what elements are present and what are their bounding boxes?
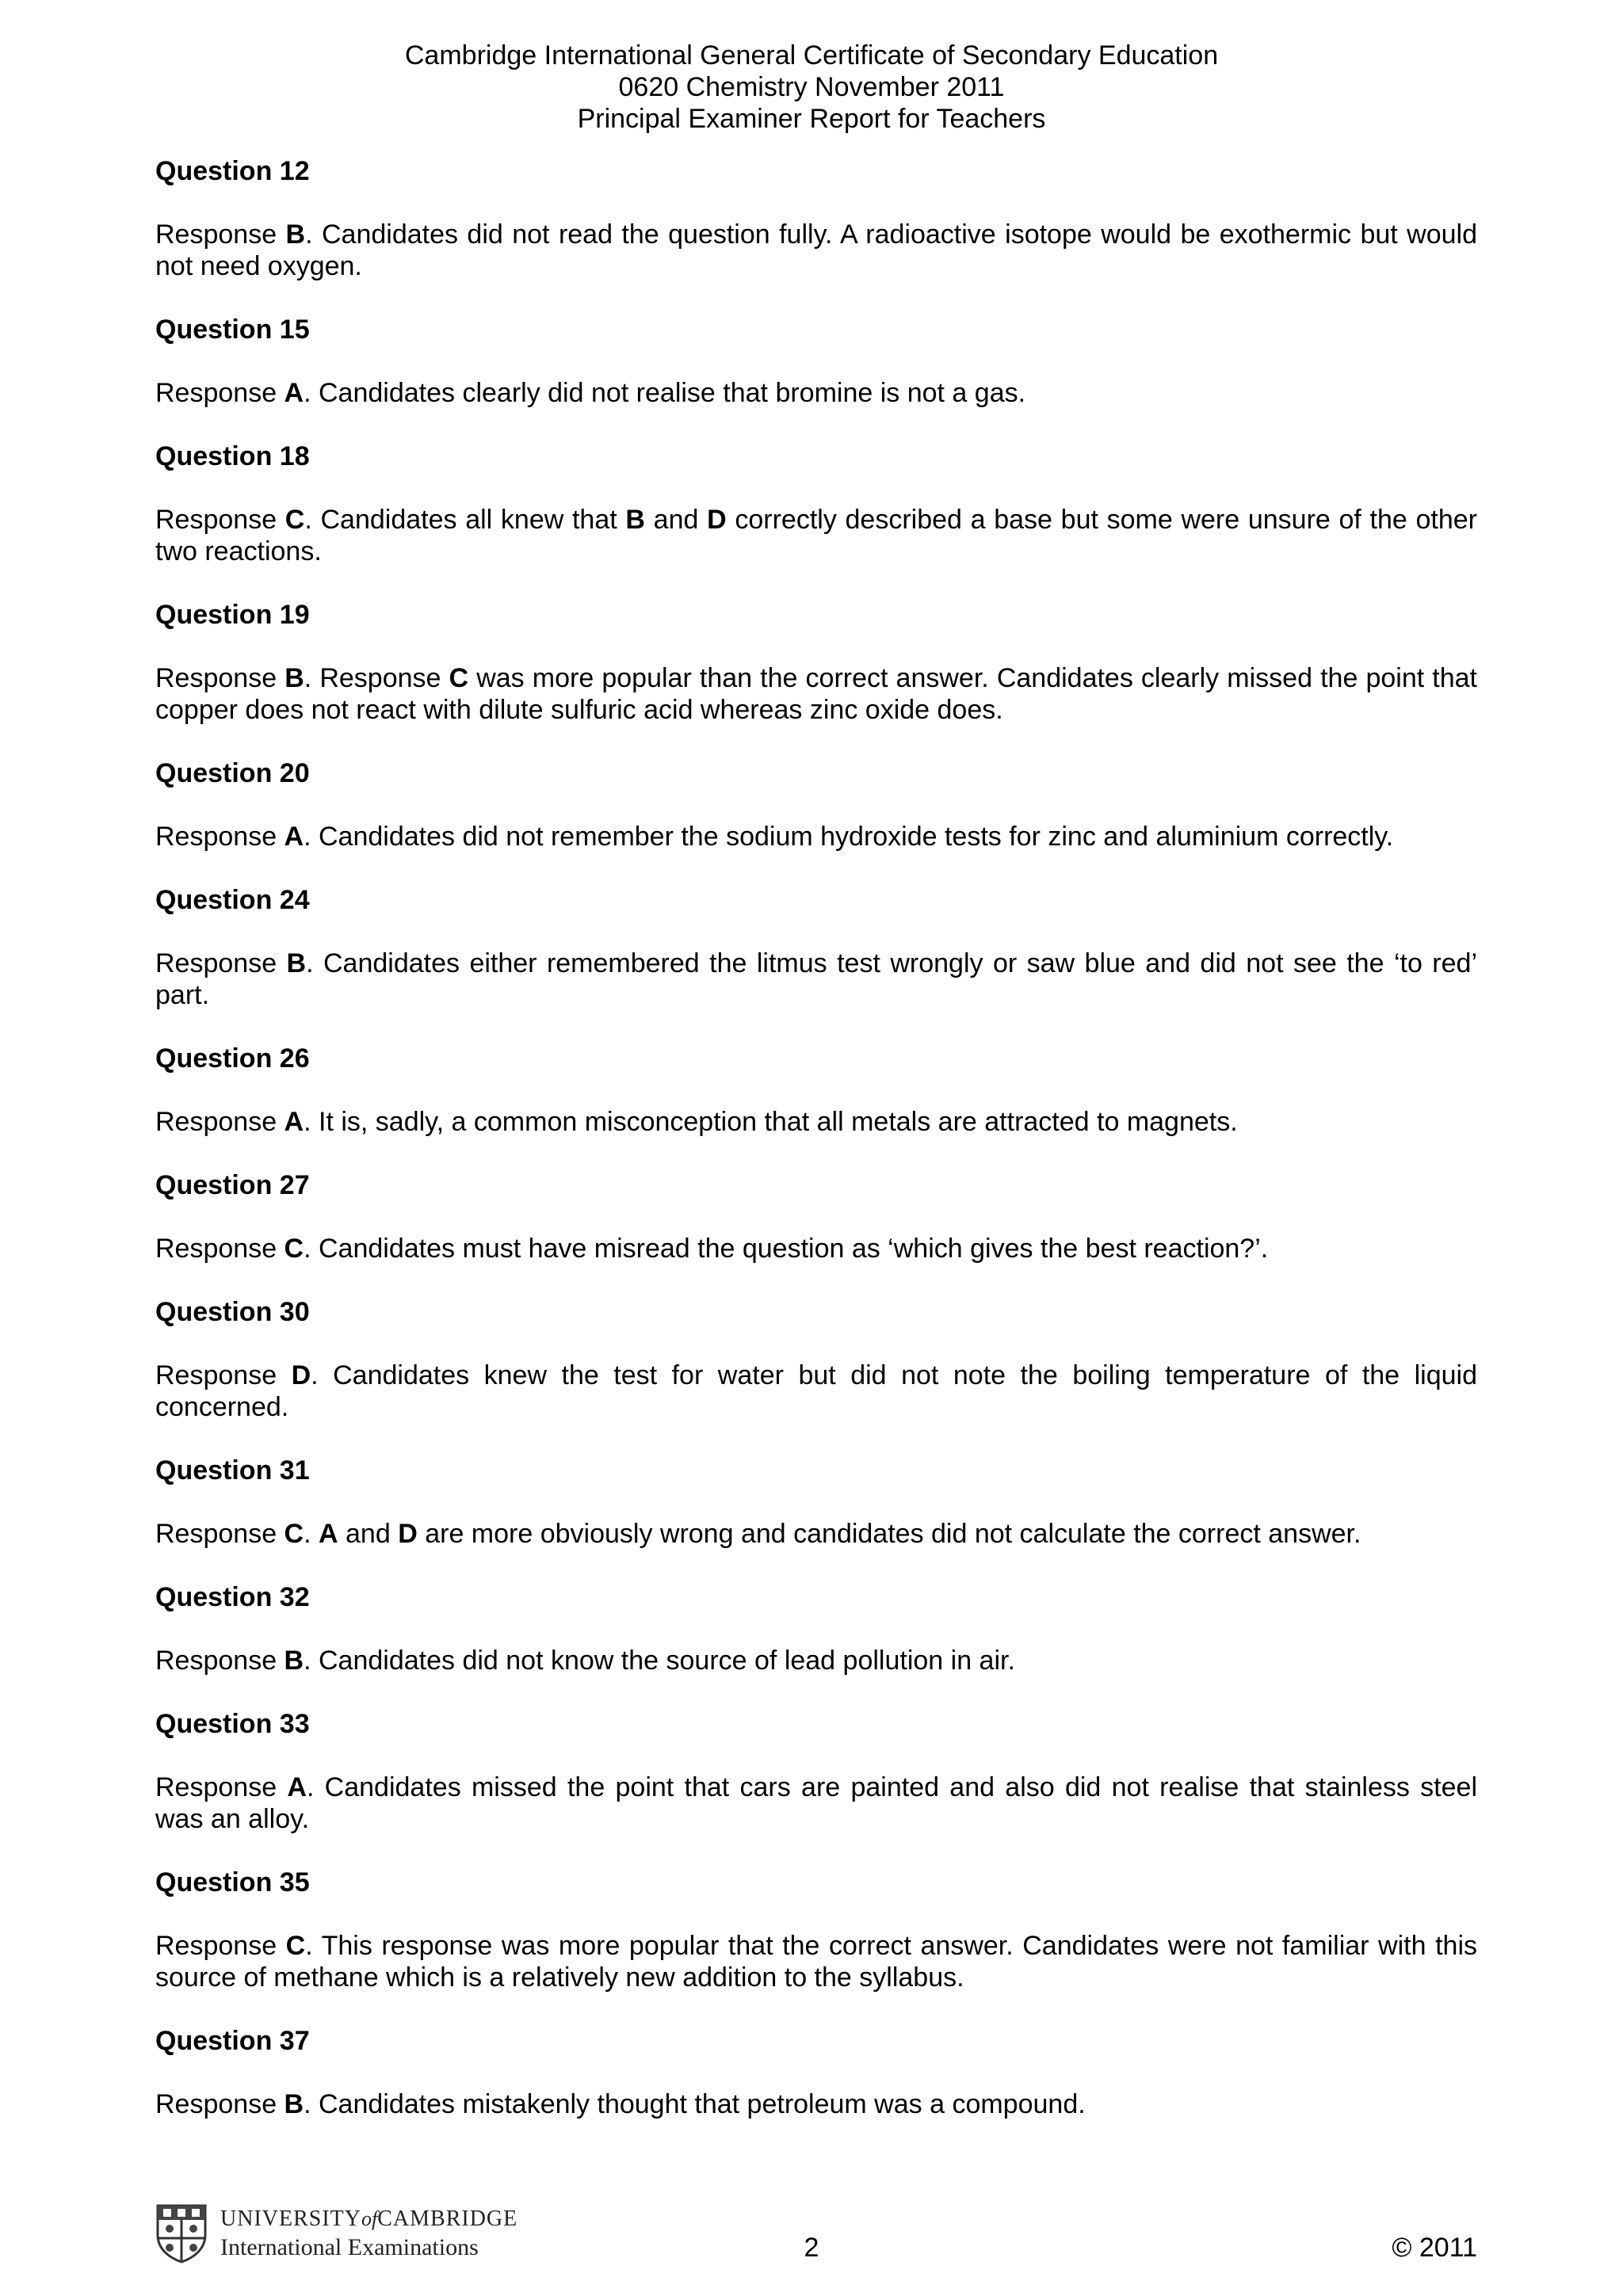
response-text: Response: [155, 1234, 285, 1264]
header-line-2: 0620 Chemistry November 2011: [618, 72, 1005, 102]
response-text: was more popular than the correct answer. Candidates clearly missed the point that copper does not react with dilute sulfuric acid whereas zinc oxide does.: [155, 663, 1478, 725]
response-letter: C: [285, 505, 305, 535]
response-text: . Candidates knew the test for water but did not note the boiling temperature of the liquid concerned.: [155, 1360, 1477, 1422]
question-heading: Question 27: [155, 1170, 310, 1200]
question-response: [155, 1930, 1477, 1993]
response-text: Response: [155, 1107, 285, 1137]
response-letter: B: [284, 1646, 304, 1676]
response-letter: B: [625, 505, 645, 535]
response-letter: D: [398, 1519, 418, 1549]
response-text: . Candidates did not know the source of lead pollution in air.: [304, 1646, 1015, 1676]
response-text: . Candidates all knew that: [304, 505, 626, 535]
question-response: [155, 377, 1477, 409]
response-letter: A: [284, 822, 304, 852]
response-text: . Candidates clearly did not realise that bromine is not a gas.: [304, 378, 1026, 408]
response-letter: B: [286, 948, 307, 978]
question-heading: Question 12: [155, 156, 310, 186]
question-response: [155, 504, 1477, 567]
response-letter: C: [284, 1234, 304, 1264]
question-heading: Question 35: [155, 1867, 310, 1897]
question-response: [155, 1645, 1477, 1676]
response-text: Response: [155, 1646, 285, 1676]
response-text: Response: [155, 1519, 285, 1549]
response-text: and: [644, 505, 708, 535]
response-letter: B: [285, 663, 304, 693]
question-response: [155, 219, 1477, 282]
response-text: .: [304, 1519, 319, 1549]
response-text: Response: [155, 663, 285, 693]
response-text: . Candidates must have misread the question as ‘which gives the best reaction?’.: [304, 1234, 1269, 1264]
response-letter: A: [319, 1519, 338, 1549]
response-text: . Response: [304, 663, 449, 693]
response-text: . Candidates did not read the question fully. A radioactive isotope would be exothermic but would not need oxygen.: [155, 219, 1477, 281]
response-letter: A: [287, 1772, 307, 1802]
question-heading: Question 26: [155, 1043, 310, 1074]
logo-subtitle: International Examinations: [220, 2234, 479, 2260]
response-letter: D: [707, 505, 727, 535]
question-heading: Question 18: [155, 441, 310, 471]
question-heading: Question 32: [155, 1582, 310, 1612]
response-text: . Candidates mistakenly thought that petroleum was a compound.: [304, 2089, 1086, 2119]
page-header: [0, 40, 1623, 135]
response-text: Response: [155, 219, 286, 250]
question-response: [155, 948, 1477, 1011]
response-text: Response: [155, 822, 285, 852]
header-line-3: Principal Examiner Report for Teachers: [577, 104, 1046, 134]
question-response: [155, 1233, 1477, 1264]
question-heading: Question 31: [155, 1455, 310, 1486]
response-text: . It is, sadly, a common misconception that all metals are attracted to magnets.: [304, 1107, 1238, 1137]
response-text: Response: [155, 2089, 285, 2119]
question-heading: Question 33: [155, 1709, 310, 1739]
response-letter: A: [284, 1107, 304, 1137]
response-text: Response: [155, 505, 285, 535]
question-heading: Question 19: [155, 600, 310, 630]
question-response: [155, 1360, 1477, 1423]
page-number: 2: [804, 2233, 819, 2263]
response-letter: A: [284, 378, 304, 408]
response-letter: C: [284, 1519, 304, 1549]
response-text: Response: [155, 378, 285, 408]
response-text: . This response was more popular that the correct answer. Candidates were not familiar with this source of methane which is a relatively new addition to the syllabus.: [155, 1931, 1477, 1993]
header-line-1: Cambridge International General Certificate of Secondary Education: [404, 40, 1219, 71]
response-text: Response: [155, 1772, 288, 1802]
response-text: Response: [155, 1931, 286, 1961]
response-text: correctly described a base but some were unsure of the other two reactions.: [155, 505, 1478, 566]
response-letter: D: [291, 1360, 311, 1390]
question-response: [155, 1518, 1477, 1550]
question-heading: Question 24: [155, 885, 310, 915]
page-footer: [0, 2198, 1623, 2269]
question-response: [155, 1772, 1477, 1835]
response-letter: C: [449, 663, 469, 693]
response-letter: C: [285, 1931, 306, 1961]
question-response: [155, 1106, 1477, 1138]
response-text: and: [338, 1519, 399, 1549]
logo-university-name: UNIVERSITYofCAMBRIDGE: [220, 2206, 518, 2231]
question-response: [155, 662, 1477, 726]
response-letter: B: [284, 2089, 304, 2119]
response-text: are more obviously wrong and candidates did not calculate the correct answer.: [417, 1519, 1361, 1549]
question-heading: Question 20: [155, 758, 310, 788]
response-text: Response: [155, 948, 287, 978]
response-text: . Candidates missed the point that cars are painted and also did not realise that stainless steel was an alloy.: [155, 1772, 1477, 1834]
question-response: [155, 821, 1477, 852]
response-text: . Candidates did not remember the sodium hydroxide tests for zinc and aluminium correctly.: [304, 822, 1394, 852]
response-letter: B: [285, 219, 306, 250]
copyright-notice: © 2011: [1392, 2233, 1477, 2263]
response-text: Response: [155, 1360, 292, 1390]
report-body: [155, 155, 1477, 2152]
question-response: [155, 2088, 1477, 2120]
question-heading: Question 15: [155, 315, 310, 345]
question-heading: Question 30: [155, 1297, 310, 1327]
question-heading: Question 37: [155, 2026, 310, 2056]
response-text: . Candidates either remembered the litmus test wrongly or saw blue and did not see the ‘to red’ part.: [155, 948, 1477, 1010]
